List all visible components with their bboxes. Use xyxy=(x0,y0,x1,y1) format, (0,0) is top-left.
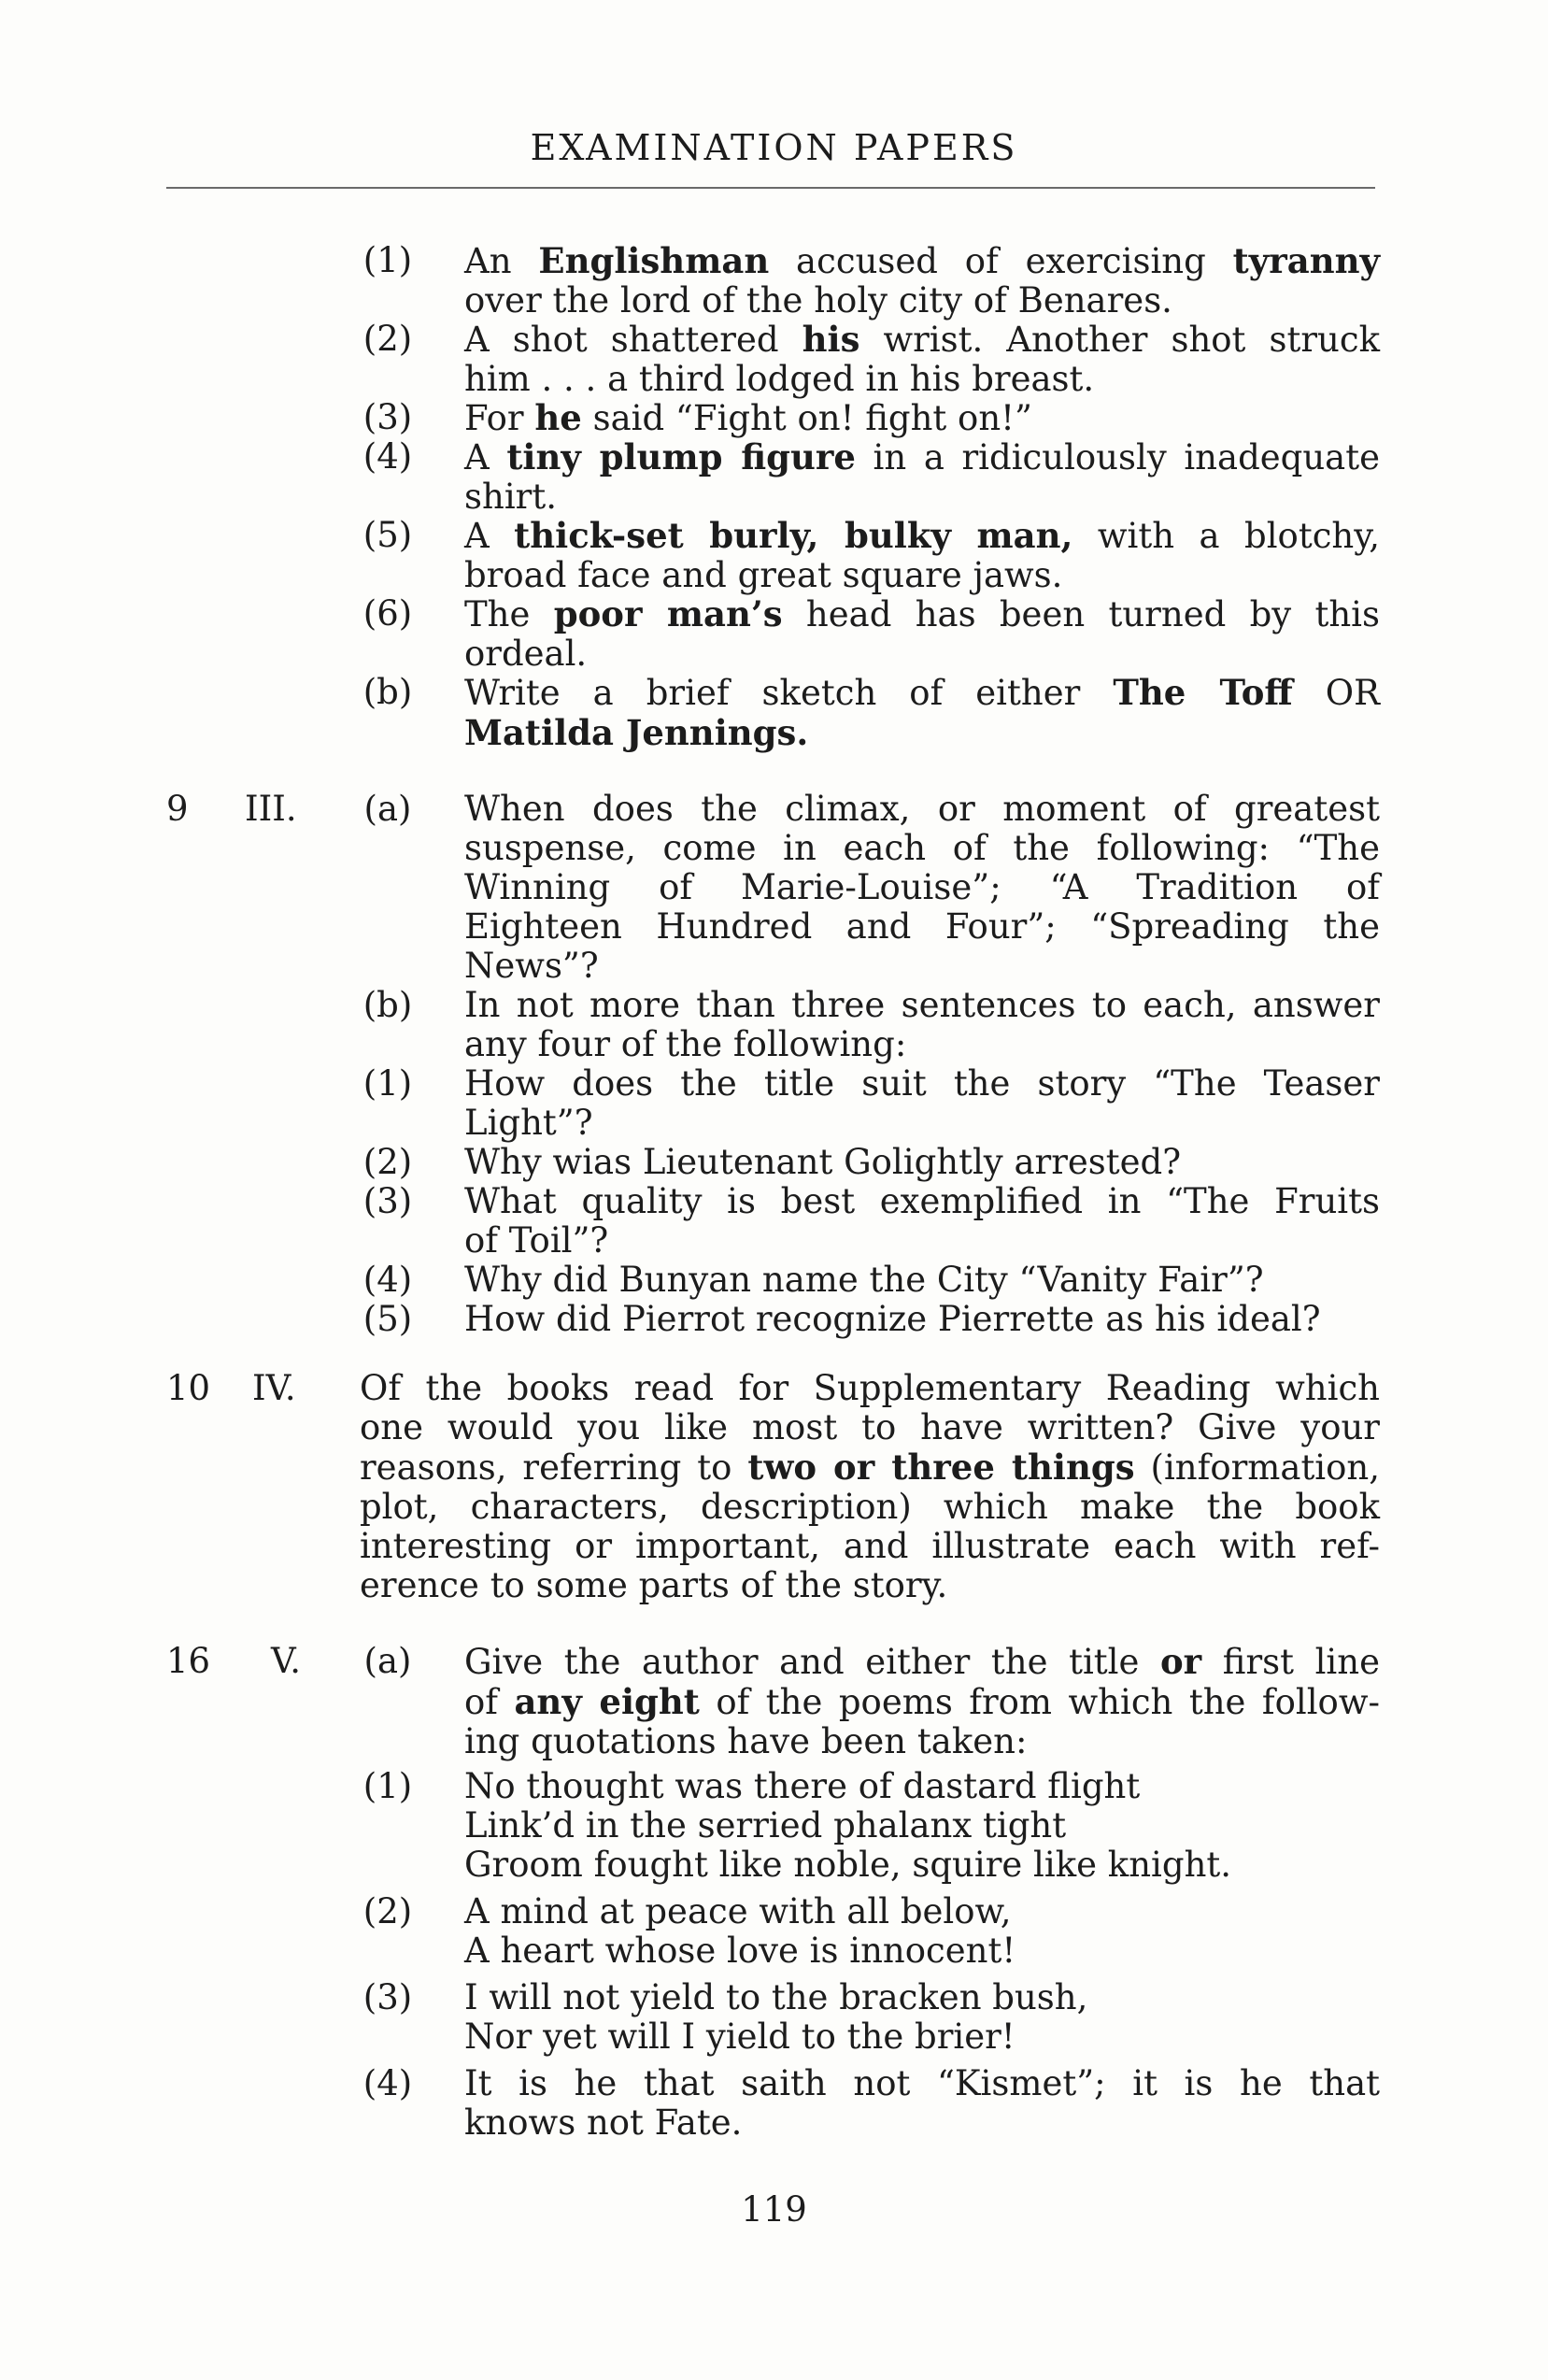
item-label: (a) xyxy=(363,789,412,829)
item-label: (3) xyxy=(362,1977,413,2017)
running-header: EXAMINATION PAPERS xyxy=(530,127,1018,168)
q3-marks: 9 xyxy=(166,789,189,829)
page-number: 119 xyxy=(741,2189,807,2230)
q5-marks: 16 xyxy=(166,1641,211,1681)
q3-number: III. xyxy=(245,789,297,829)
item-label: (b) xyxy=(362,672,413,712)
item-label: (3) xyxy=(362,1181,413,1221)
item-label: (6) xyxy=(362,593,413,634)
item-label: (2) xyxy=(362,1891,413,1931)
item-label: (4) xyxy=(362,2063,413,2103)
item-label: (2) xyxy=(362,1142,413,1182)
item-label: (b) xyxy=(362,985,413,1025)
header-rule xyxy=(166,187,1375,189)
q4-number: IV. xyxy=(252,1368,296,1408)
item-label: (5) xyxy=(362,515,413,555)
item-label: (1) xyxy=(362,1063,413,1104)
q4-marks: 10 xyxy=(166,1368,211,1408)
item-label: (2) xyxy=(362,319,413,359)
item-label: (1) xyxy=(362,240,413,280)
item-label: (a) xyxy=(363,1641,412,1681)
item-label: (4) xyxy=(362,436,413,477)
item-label: (5) xyxy=(362,1299,413,1339)
item-label: (1) xyxy=(362,1766,413,1806)
item-label: (3) xyxy=(362,397,413,437)
item-label: (4) xyxy=(362,1260,413,1300)
q5-number: V. xyxy=(271,1641,302,1681)
